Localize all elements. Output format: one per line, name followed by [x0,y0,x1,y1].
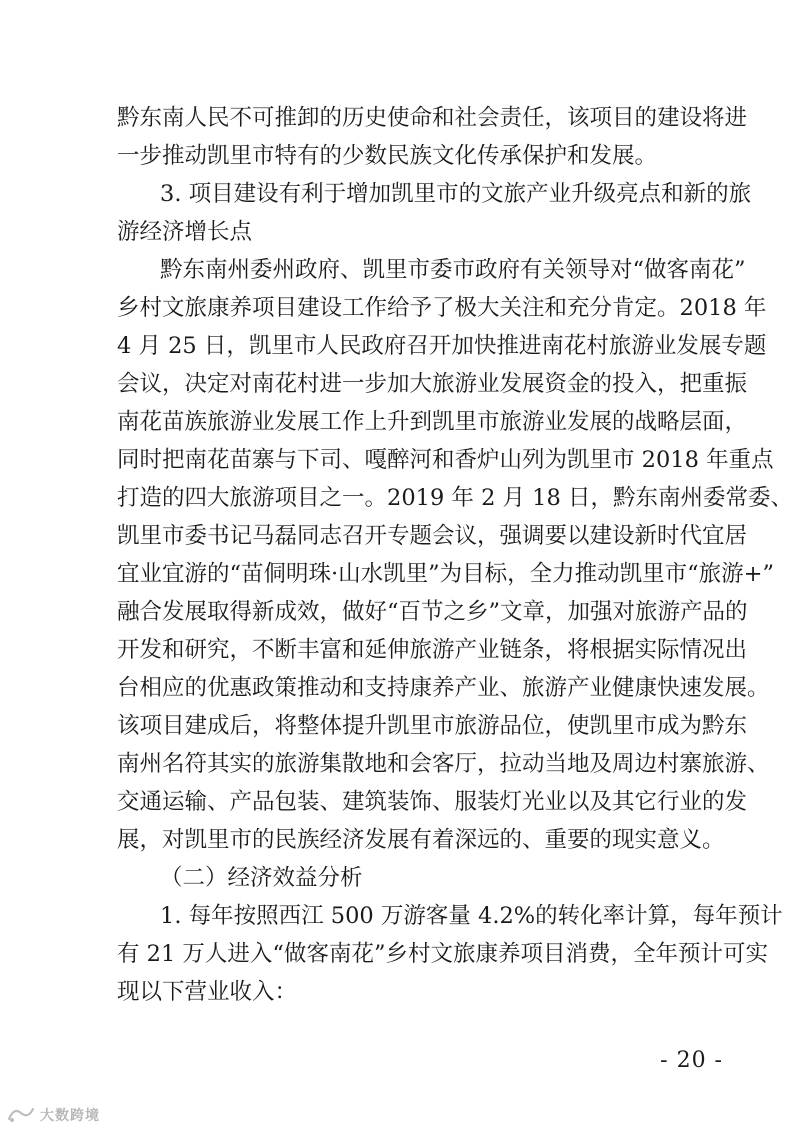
body-text-line: 融合发展取得新成效，做好“百节之乡”文章，加强对旅游产品的 [117,599,748,625]
section-heading-line: 游经济增长点 [117,219,253,245]
body-text-line: 台相应的优惠政策推动和支持康养产业、旅游产业健康快速发展。 [117,675,770,701]
body-text-line: 南州名符其实的旅游集散地和会客厅，拉动当地及周边村寨旅游、 [117,751,770,777]
watermark [6,1104,100,1126]
body-text-line: 一步推动凯里市特有的少数民族文化传承保护和发展。 [117,143,658,169]
body-text-line: 乡村文旅康养项目建设工作给予了极大关注和充分肯定。2018 年 [117,295,767,321]
body-text-line: 凯里市委书记马磊同志召开专题会议，强调要以建设新时代宜居 [117,523,748,549]
body-text-line: 黔东南州委州政府、凯里市委市政府有关领导对“做客南花” [160,257,746,283]
subsection-heading: （二）经济效益分析 [160,865,363,891]
watermark-text: 大数跨境 [40,1108,100,1124]
body-text-line: 展，对凯里市的民族经济发展有着深远的、重要的现实意义。 [117,827,725,853]
body-text-line: 会议，决定对南花村进一步加大旅游业发展资金的投入，把重振 [117,371,748,397]
section-heading-line: 3. 项目建设有利于增加凯里市的文旅产业升级亮点和新的旅 [160,181,752,207]
body-text-line: 开发和研究，不断丰富和延伸旅游产业链条，将根据实际情况出 [117,637,748,663]
body-text-line: 黔东南人民不可推卸的历史使命和社会责任，该项目的建设将进 [117,105,748,131]
body-text-line: 现以下营业收入： [117,979,298,1005]
body-text-line: 该项目建成后，将整体提升凯里市旅游品位，使凯里市成为黔东 [117,713,748,739]
watermark-logo-icon [6,1105,36,1125]
body-text-line: 打造的四大旅游项目之一。2019 年 2 月 18 日，黔东南州委常委、 [117,485,793,511]
body-text-line: 交通运输、产品包装、建筑装饰、服装灯光业以及其它行业的发 [117,789,748,815]
body-text-line: 同时把南花苗寨与下司、嘎醉河和香炉山列为凯里市 2018 年重点 [117,447,774,473]
body-text-line: 4 月 25 日，凯里市人民政府召开加快推进南花村旅游业发展专题 [117,333,767,359]
body-text-line: 有 21 万人进入“做客南花”乡村文旅康养项目消费，全年预计可实 [117,941,768,967]
body-text-line: 宜业宜游的“苗侗明珠·山水凯里”为目标，全力推动凯里市“旅游+” [117,561,775,587]
page-number: - 20 - [660,1048,723,1073]
body-text-line: 1. 每年按照西江 500 万游客量 4.2%的转化率计算，每年预计 [160,903,783,929]
body-text-line: 南花苗族旅游业发展工作上升到凯里市旅游业发展的战略层面， [117,409,748,435]
